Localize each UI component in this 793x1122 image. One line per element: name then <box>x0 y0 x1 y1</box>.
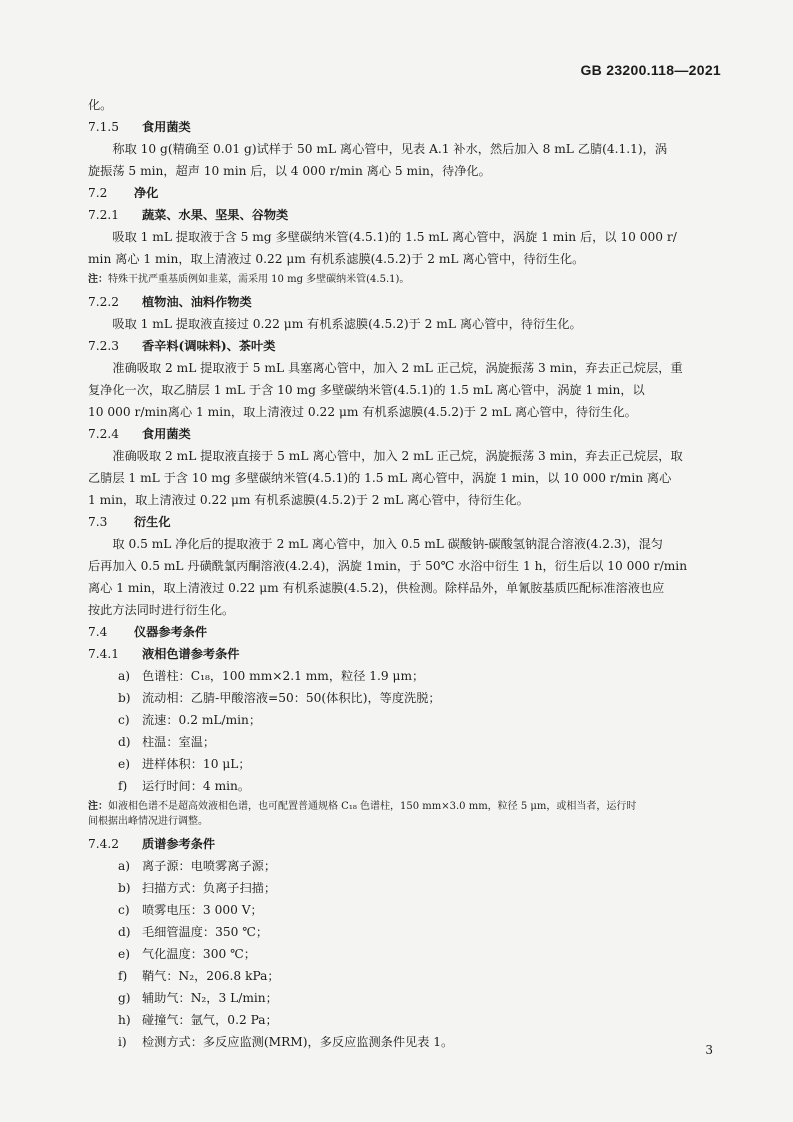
list-text: 进样体积：10 μL； <box>142 757 251 771</box>
paragraph <box>88 138 708 182</box>
list-item <box>88 899 708 921</box>
section-heading <box>88 423 708 445</box>
section-heading <box>88 833 708 855</box>
section-title: 食用菌类 <box>142 427 191 441</box>
list-text: 喷雾电压：3 000 V； <box>142 903 263 917</box>
paragraph-line: 乙腈层 1 mL 于含 10 mg 多壁碳纳米管(4.5.1)的 1.5 mL 离心管中，涡旋 1 min，以 10 000 r/min 离心 <box>88 471 672 485</box>
list-text: 运行时间：4 min。 <box>142 779 251 793</box>
section-title: 液相色谱参考条件 <box>142 647 240 661</box>
paragraph-line: 后再加入 0.5 mL 丹磺酰氯丙酮溶液(4.2.4)，涡旋 1min，于 50℃ 水浴中衍生 1 h，衍生后以 10 000 r/min <box>88 559 688 573</box>
section-number: 7.4.1 <box>88 647 120 661</box>
paragraph <box>88 445 708 511</box>
section-title: 仪器参考条件 <box>134 625 208 639</box>
section-number: 7.4 <box>88 625 108 639</box>
list-item <box>88 731 708 753</box>
section-number: 7.2.3 <box>88 339 120 353</box>
list-marker: f) <box>118 969 128 983</box>
section-title: 蔬菜、水果、坚果、谷物类 <box>142 208 289 222</box>
list-text: 流动相：乙腈-甲酸溶液=50：50(体积比)，等度洗脱； <box>142 691 441 705</box>
list-marker: b) <box>118 881 131 895</box>
paragraph-line: 10 000 r/min离心 1 min，取上清液过 0.22 μm 有机系滤膜(4.5.2)于 2 mL 离心管中，待衍生化。 <box>88 405 637 419</box>
note <box>88 799 708 829</box>
list-text: 离子源：电喷雾离子源； <box>142 859 277 873</box>
section-heading <box>88 643 708 665</box>
list-item <box>88 687 708 709</box>
list-marker: b) <box>118 691 131 705</box>
list-marker: g) <box>118 991 131 1005</box>
paragraph <box>88 533 708 621</box>
section-number: 7.2 <box>88 186 108 200</box>
list-text: 鞘气：N₂，206.8 kPa； <box>142 969 280 983</box>
paragraph-line: 复净化一次，取乙腈层 1 mL 于含 10 mg 多壁碳纳米管(4.5.1)的 1.5 mL 离心管中，涡旋 1 min，以 <box>88 383 645 397</box>
list-marker: a) <box>118 859 131 873</box>
list-text: 扫描方式：负离子扫描； <box>142 881 277 895</box>
text-line: 化。 <box>88 98 113 112</box>
section-title: 食用菌类 <box>142 120 191 134</box>
list-marker: a) <box>118 669 131 683</box>
note-line <box>88 799 708 814</box>
list-item <box>88 1031 708 1053</box>
list-marker: d) <box>118 735 131 749</box>
list-marker: e) <box>118 757 130 771</box>
section-number: 7.2.4 <box>88 427 120 441</box>
section-number: 7.1.5 <box>88 120 120 134</box>
section-heading <box>88 621 708 643</box>
paragraph <box>88 226 708 270</box>
note-label: 注： <box>88 801 108 812</box>
list-item <box>88 943 708 965</box>
paragraph <box>88 357 708 423</box>
paragraph-line: 称取 10 g(精确至 0.01 g)试样于 50 mL 离心管中，见表 A.1 补水，然后加入 8 mL 乙腈(4.1.1)，涡 <box>112 142 668 156</box>
paragraph-line: 按此方法同时进行衍生化。 <box>88 603 235 617</box>
list-marker: c) <box>118 713 130 727</box>
list-item <box>88 965 708 987</box>
note-text: 间根据出峰情况进行调整。 <box>88 816 208 827</box>
section-number: 7.3 <box>88 515 108 529</box>
list-item <box>88 855 708 877</box>
list-marker: i) <box>118 1035 127 1049</box>
section-title: 香辛料(调味料)、茶叶类 <box>142 339 276 353</box>
list-text: 流速：0.2 mL/min； <box>142 713 262 727</box>
section-heading <box>88 511 708 533</box>
list-marker: c) <box>118 903 130 917</box>
section-heading <box>88 116 708 138</box>
list-text: 毛细管温度：350 ℃； <box>142 925 269 939</box>
list-item <box>88 877 708 899</box>
section-heading <box>88 335 708 357</box>
note <box>88 272 708 287</box>
list-text: 气化温度：300 ℃； <box>142 947 256 961</box>
section-number: 7.2.1 <box>88 208 120 222</box>
paragraph-line: 吸取 1 mL 提取液直接过 0.22 μm 有机系滤膜(4.5.2)于 2 mL 离心管中，待衍生化。 <box>112 317 582 331</box>
list-item <box>88 921 708 943</box>
list-item <box>88 709 708 731</box>
list-text: 辅助气：N₂，3 L/min； <box>142 991 278 1005</box>
paragraph <box>88 313 708 335</box>
section-number: 7.4.2 <box>88 837 120 851</box>
list-text: 柱温：室温； <box>142 735 216 749</box>
list-item <box>88 987 708 1009</box>
list-item <box>88 1009 708 1031</box>
page-number: 3 <box>705 1043 713 1057</box>
note-label: 注： <box>88 274 108 285</box>
list-marker: h) <box>118 1013 131 1027</box>
paragraph-line: 离心 1 min，取上清液过 0.22 μm 有机系滤膜(4.5.2)，供检测。除样品外，单氰胺基质匹配标准溶液也应 <box>88 581 665 595</box>
section-heading <box>88 182 708 204</box>
paragraph-line: 准确吸取 2 mL 提取液直接于 5 mL 离心管中，加入 2 mL 正己烷，涡旋振荡 3 min，弃去正己烷层，取 <box>112 449 683 463</box>
section-title: 质谱参考条件 <box>142 837 216 851</box>
list-item <box>88 753 708 775</box>
section-number: 7.2.2 <box>88 295 120 309</box>
paragraph-line: 1 min，取上清液过 0.22 μm 有机系滤膜(4.5.2)于 2 mL 离心管中，待衍生化。 <box>88 493 529 507</box>
list-text: 检测方式：多反应监测(MRM)，多反应监测条件见表 1。 <box>142 1035 454 1049</box>
section-title: 衍生化 <box>134 515 171 529</box>
paragraph-line: 取 0.5 mL 净化后的提取液于 2 mL 离心管中，加入 0.5 mL 碳酸钠-碳酸氢钠混合溶液(4.2.3)，混匀 <box>112 537 663 551</box>
list-marker: d) <box>118 925 131 939</box>
section-heading <box>88 204 708 226</box>
note-text: 特殊干扰严重基质例如韭菜，需采用 10 mg 多壁碳纳米管(4.5.1)。 <box>108 274 410 285</box>
list-item <box>88 665 708 687</box>
list-marker: e) <box>118 947 130 961</box>
list-marker: f) <box>118 779 128 793</box>
section-heading <box>88 291 708 313</box>
list-text: 碰撞气：氩气，0.2 Pa； <box>142 1013 278 1027</box>
paragraph-line: min 离心 1 min，取上清液过 0.22 μm 有机系滤膜(4.5.2)于 2 mL 离心管中，待衍生化。 <box>88 252 585 266</box>
section-title: 净化 <box>134 186 159 200</box>
list-text: 色谱柱：C₁₈，100 mm×2.1 mm，粒径 1.9 μm； <box>142 669 425 683</box>
document-body <box>88 94 708 1053</box>
standard-code: GB 23200.118—2021 <box>580 62 721 78</box>
paragraph-line: 旋振荡 5 min，超声 10 min 后，以 4 000 r/min 离心 5 min，待净化。 <box>88 164 491 178</box>
section-title: 植物油、油料作物类 <box>142 295 252 309</box>
note-text: 如液相色谱不是超高效液相色谱，也可配置普通规格 C₁₈ 色谱柱，150 mm×3.0 mm，粒径 5 μm，或相当者，运行时 <box>108 801 637 812</box>
paragraph-line: 准确吸取 2 mL 提取液于 5 mL 具塞离心管中，加入 2 mL 正己烷，涡旋振荡 3 min，弃去正己烷层，重 <box>112 361 683 375</box>
note-line <box>88 814 708 829</box>
list-item <box>88 775 708 797</box>
paragraph-line: 吸取 1 mL 提取液于含 5 mg 多壁碳纳米管(4.5.1)的 1.5 mL 离心管中，涡旋 1 min 后，以 10 000 r/ <box>112 230 677 244</box>
